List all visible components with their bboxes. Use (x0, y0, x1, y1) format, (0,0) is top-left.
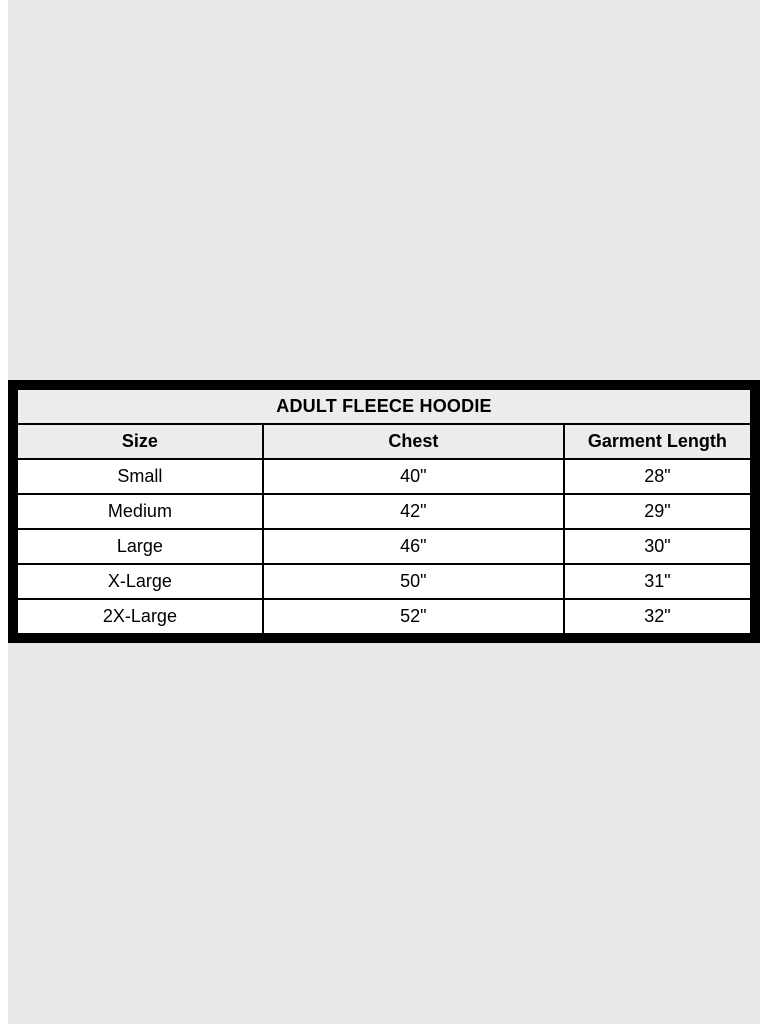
column-header-chest: Chest (263, 424, 564, 459)
cell-size: Small (17, 459, 263, 494)
table-row (17, 459, 751, 494)
column-header-garment-length: Garment Length (564, 424, 751, 459)
cell-size: X-Large (17, 564, 263, 599)
table-header-row (17, 424, 751, 459)
page-margin-right (760, 0, 768, 1024)
cell-chest: 42" (263, 494, 564, 529)
table-row (17, 599, 751, 634)
chart-title: ADULT FLEECE HOODIE (17, 389, 751, 424)
cell-chest: 46" (263, 529, 564, 564)
cell-size: Medium (17, 494, 263, 529)
cell-garment-length: 31" (564, 564, 751, 599)
table-row (17, 564, 751, 599)
cell-chest: 50" (263, 564, 564, 599)
cell-size: Large (17, 529, 263, 564)
cell-chest: 52" (263, 599, 564, 634)
table-row (17, 494, 751, 529)
cell-garment-length: 32" (564, 599, 751, 634)
size-chart-table (16, 388, 752, 635)
column-header-size: Size (17, 424, 263, 459)
table-title-row (17, 389, 751, 424)
cell-garment-length: 29" (564, 494, 751, 529)
cell-size: 2X-Large (17, 599, 263, 634)
page-margin-left (0, 0, 8, 1024)
size-chart-container (8, 380, 760, 643)
table-row (17, 529, 751, 564)
cell-garment-length: 30" (564, 529, 751, 564)
cell-garment-length: 28" (564, 459, 751, 494)
cell-chest: 40" (263, 459, 564, 494)
